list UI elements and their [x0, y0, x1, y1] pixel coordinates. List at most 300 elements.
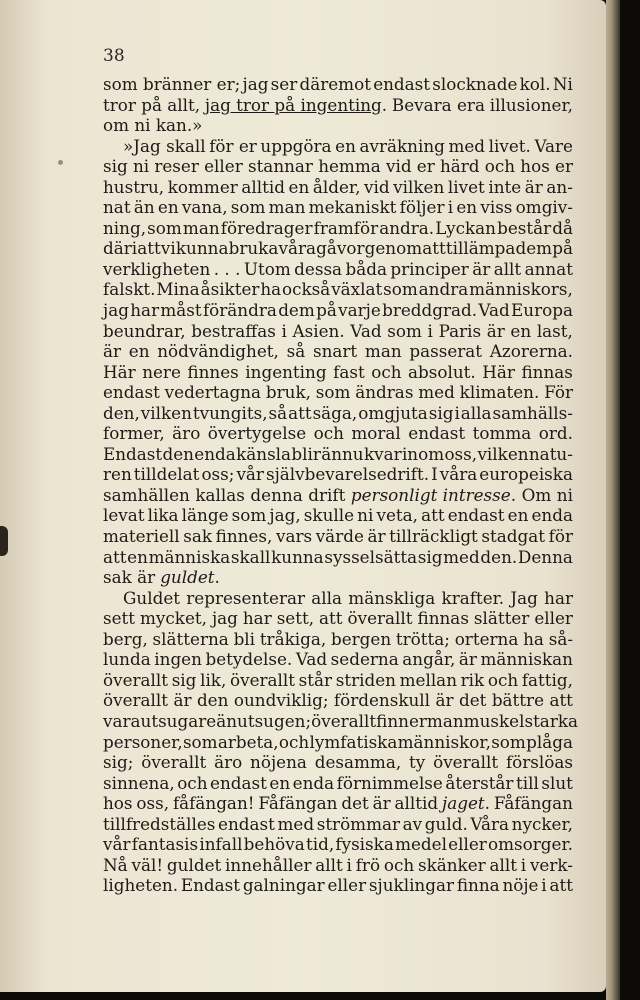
word [308, 485, 345, 506]
word-text: överallt [311, 710, 377, 731]
word-text: Vare [534, 135, 573, 156]
word [103, 732, 183, 753]
word [129, 341, 150, 362]
word [299, 74, 370, 95]
word [237, 711, 311, 732]
word-text: länge [181, 505, 229, 526]
word [103, 115, 202, 136]
word-text: andra [418, 279, 469, 300]
word [418, 382, 455, 403]
word-text: som [147, 217, 182, 238]
word [373, 74, 430, 95]
word-text: personer, [103, 731, 183, 752]
word-text: Vad [350, 320, 382, 341]
text-line [103, 793, 573, 814]
word [216, 526, 273, 547]
word-text: väl! [131, 854, 164, 875]
word [417, 156, 435, 177]
word [392, 95, 485, 116]
word-text: är [486, 320, 505, 341]
word-text: former, [103, 423, 165, 444]
word-text: överallt [347, 608, 413, 629]
word-text: en [507, 505, 529, 526]
word-text: krafter. [441, 587, 505, 608]
word [489, 136, 531, 157]
word-text: man [364, 341, 402, 362]
word [304, 505, 354, 526]
word [103, 773, 175, 794]
word [157, 341, 279, 362]
word-text: mellan [399, 669, 457, 690]
word [269, 403, 288, 424]
word-text: oundviklig; [233, 690, 329, 711]
word-text: kunna [271, 546, 324, 567]
word-text: last, [536, 320, 573, 341]
word [103, 608, 135, 629]
word-text: då [552, 217, 573, 238]
word [173, 793, 255, 814]
word [103, 95, 200, 116]
word-text: passerat [409, 341, 483, 362]
word-text: an- [546, 176, 573, 197]
word [318, 156, 381, 177]
word [336, 670, 396, 691]
word-text: striden [335, 669, 396, 690]
word-text: ingen [154, 649, 202, 670]
word [335, 136, 356, 157]
word-text: samhällen [103, 484, 190, 505]
word-text: allt [315, 854, 343, 875]
word-text: hos [103, 793, 133, 814]
word [154, 649, 202, 670]
word-text: och [487, 669, 519, 690]
word [315, 855, 342, 876]
word-text: ändras [355, 382, 414, 403]
word-text: så [268, 402, 288, 423]
word [141, 711, 217, 732]
word-text: Här [482, 361, 515, 382]
word-text: den [196, 690, 229, 711]
word-text: natu- [528, 443, 573, 464]
word-text: falskt. [103, 279, 156, 300]
word [393, 177, 444, 198]
word-text: finner [376, 710, 427, 731]
word-text: med [277, 813, 315, 834]
text-line [103, 300, 573, 321]
word [316, 300, 337, 321]
word-text: däremot [299, 74, 371, 94]
word [461, 403, 492, 424]
word [427, 711, 464, 732]
word-text: skänker [417, 854, 486, 875]
word [199, 834, 242, 855]
word-text: sig [171, 669, 197, 690]
word [348, 588, 435, 609]
word [160, 300, 201, 321]
word-text: alla [460, 402, 492, 423]
word [276, 526, 312, 547]
word-text: ha [260, 279, 282, 300]
word-text: ser [270, 74, 298, 94]
word-text: . . . [213, 258, 241, 279]
word [341, 793, 368, 814]
word [364, 177, 390, 198]
word [321, 444, 363, 465]
word [432, 74, 517, 95]
word [442, 793, 490, 814]
word-text: i [520, 854, 527, 875]
text-line [103, 649, 573, 670]
text-line [103, 403, 573, 424]
word [409, 752, 425, 773]
word [269, 197, 306, 218]
word [281, 321, 286, 342]
text-line [103, 670, 573, 691]
word [187, 362, 238, 383]
word-text: så- [548, 628, 573, 649]
word [229, 238, 279, 259]
word-text: infall [199, 834, 243, 855]
word [248, 156, 313, 177]
word-text: tror på allt, [103, 94, 201, 115]
word-text: ni [556, 484, 573, 505]
word [183, 526, 212, 547]
word-text: i [541, 875, 547, 896]
word [460, 382, 540, 403]
word-text: människa [148, 546, 231, 567]
word [443, 547, 480, 568]
word [314, 423, 344, 444]
word [522, 485, 552, 506]
word [103, 464, 132, 485]
word-text: och [383, 854, 415, 875]
word-text: på [552, 238, 573, 259]
word [103, 834, 131, 855]
word [258, 793, 337, 814]
word [448, 177, 485, 198]
word-text: fast [333, 361, 365, 382]
word [480, 649, 573, 670]
word [288, 403, 312, 424]
word-text: finna [456, 875, 500, 896]
word [103, 855, 128, 876]
word [176, 238, 229, 259]
word-text: vi [160, 238, 176, 259]
word-text: angår, [402, 649, 456, 670]
word [525, 177, 543, 198]
word [544, 382, 573, 403]
text-line [103, 382, 573, 403]
word-text: nöje [502, 875, 539, 896]
word-text: veta, [376, 505, 418, 526]
word-text: vår [236, 464, 264, 485]
word [236, 464, 264, 485]
word [103, 567, 155, 588]
word-text: en [157, 197, 179, 218]
word [103, 218, 146, 239]
word [132, 834, 198, 855]
text-line [103, 321, 573, 342]
word-text: guldet [166, 854, 222, 875]
word [418, 855, 486, 876]
word-text: drift [308, 484, 346, 505]
word-text: att [549, 690, 573, 711]
word-text: denna [250, 484, 303, 505]
word [103, 423, 165, 444]
word [369, 875, 454, 896]
word-text: Azorerna. [489, 341, 573, 362]
word [148, 505, 179, 526]
text-line [103, 423, 573, 444]
word [327, 875, 366, 896]
word-text: om ni kan.» [103, 115, 203, 136]
word [368, 526, 386, 547]
word-text: Fåfängan [493, 793, 573, 814]
word-text: allt [493, 258, 522, 279]
word-text: har [544, 587, 573, 608]
word [480, 547, 517, 568]
word-text: vilken [140, 402, 192, 423]
word-text: endast [373, 74, 431, 94]
word-text: vid [364, 176, 390, 197]
word-text: Endast [180, 875, 241, 896]
word [260, 136, 331, 157]
word [154, 156, 199, 177]
word [428, 321, 433, 342]
word [134, 197, 155, 218]
word-text: måst [160, 300, 202, 321]
word [136, 793, 169, 814]
word-text: på [316, 300, 337, 321]
word-text: omgiv- [515, 197, 573, 218]
text-line [103, 773, 573, 794]
word [442, 588, 505, 609]
word-text: vid [385, 156, 412, 177]
word [549, 629, 573, 650]
word-text: i [454, 402, 460, 423]
word-text: hemma [318, 156, 381, 177]
word-text: och [371, 361, 402, 382]
word [494, 793, 573, 814]
word-text: kol. [519, 74, 551, 94]
word [183, 218, 220, 239]
word [103, 341, 121, 362]
word [103, 197, 131, 218]
text-line [103, 547, 573, 568]
word-text: breddgrad. [382, 300, 478, 321]
word-text: finnas [417, 608, 469, 629]
word [271, 547, 324, 568]
word [314, 218, 379, 239]
word-text: sett, [276, 608, 315, 629]
word-text: jag [242, 74, 269, 94]
word [534, 608, 573, 629]
word-text: utsugare [140, 710, 217, 731]
word-text: övertygelse [207, 423, 307, 444]
word [521, 362, 572, 383]
word-text: reser [154, 156, 199, 177]
word [103, 321, 186, 342]
word-text: består [497, 217, 552, 238]
word-text: säga, [312, 402, 358, 423]
word [266, 464, 429, 485]
word-text: ni [357, 505, 374, 526]
word [214, 752, 242, 773]
margin-dot [58, 160, 63, 165]
word [292, 321, 344, 342]
word-text: Fåfängan [258, 793, 338, 814]
word [492, 690, 544, 711]
word-text: att [549, 875, 573, 896]
word-text: man [268, 197, 306, 218]
word-text: dem [515, 238, 553, 259]
word-text: livet. [488, 135, 531, 156]
word-text: framför [313, 217, 379, 238]
word [103, 259, 210, 280]
word [203, 300, 277, 321]
word-text: muskelstarka [463, 710, 579, 731]
word [103, 526, 180, 547]
word-text: fysiska [335, 834, 394, 855]
word [137, 238, 161, 259]
word [553, 74, 573, 95]
word-text: däri [103, 238, 138, 259]
word [103, 300, 129, 321]
word-text: tomma [472, 423, 532, 444]
word [345, 259, 387, 280]
word [182, 505, 229, 526]
word [456, 197, 477, 218]
word [431, 464, 438, 485]
word-text: härd [439, 156, 480, 177]
text-line [103, 156, 573, 177]
word [103, 505, 145, 526]
text-line [103, 608, 573, 629]
word [204, 156, 243, 177]
word-text: en [335, 135, 356, 156]
word [461, 670, 485, 691]
word [236, 444, 291, 465]
word-text: att [288, 402, 312, 423]
word [464, 711, 578, 732]
word [522, 670, 573, 691]
word [351, 423, 400, 444]
word-text: Asien. [292, 320, 345, 341]
word-text: lik, [200, 669, 227, 690]
word [156, 279, 199, 300]
word [493, 403, 573, 424]
word [241, 177, 285, 198]
word-text: avräkning [359, 135, 445, 156]
word [177, 773, 207, 794]
word-text: att [422, 238, 446, 259]
word [422, 238, 446, 259]
word [365, 341, 402, 362]
word-text: verk- [529, 854, 573, 875]
word [549, 875, 573, 896]
word-text: guld. [424, 813, 468, 834]
word [479, 464, 573, 485]
word [142, 362, 181, 383]
word-text: gåvor [316, 238, 365, 259]
word-text: sig [103, 156, 128, 177]
word-text: . [510, 484, 517, 505]
word-text: snart [312, 341, 358, 362]
word-text: Vad [295, 649, 328, 670]
word [457, 875, 500, 896]
word-text: som [491, 731, 526, 752]
word-text: som [315, 382, 351, 403]
word-text: mycket, [140, 608, 207, 629]
word-text: jag tror på ingenting [204, 94, 382, 115]
word [103, 403, 140, 424]
word [396, 629, 450, 650]
word [278, 300, 315, 321]
word [418, 608, 469, 629]
word-text: nere [142, 361, 181, 382]
word-text: vara [103, 710, 141, 731]
word-text: stadgat [481, 526, 546, 547]
word [490, 95, 573, 116]
word [218, 814, 275, 835]
word-text: . [214, 567, 220, 588]
word [546, 177, 572, 198]
word-text: människor, [397, 731, 491, 752]
text-line [103, 526, 573, 547]
word-text: absolut. [408, 361, 476, 382]
word-text: samhälls- [492, 402, 573, 423]
word [395, 834, 447, 855]
word-text: ålder, [312, 176, 361, 197]
word [282, 279, 330, 300]
word-text: överallt [103, 669, 169, 690]
word [103, 74, 240, 95]
word [512, 814, 573, 835]
word-text: ren [103, 464, 132, 485]
word [459, 649, 477, 670]
word [218, 732, 279, 753]
word [429, 403, 454, 424]
word [335, 834, 393, 855]
word-text: frö [355, 854, 381, 875]
word [448, 505, 505, 526]
word-text: annat [524, 258, 573, 279]
word [386, 156, 412, 177]
word [168, 177, 238, 198]
word [260, 279, 281, 300]
word-text: omgjuta [358, 402, 428, 423]
word [309, 732, 397, 753]
word [103, 588, 180, 609]
word [277, 608, 314, 629]
word-text: tillfredställes [103, 813, 216, 834]
word-text: och [278, 731, 310, 752]
word [279, 732, 309, 753]
word-text: den [162, 443, 194, 464]
word [435, 690, 453, 711]
word-text: känsla [236, 443, 292, 464]
word-text: ha [523, 628, 544, 649]
word [516, 197, 573, 218]
word [103, 136, 206, 157]
word-text: slut [541, 772, 573, 793]
word-text: tillräckligt [389, 526, 478, 547]
word-text: våra [278, 238, 316, 259]
word-text: enda [292, 772, 335, 793]
word-text: tid, [305, 834, 335, 855]
text-line [103, 74, 573, 95]
word-text: genom [364, 238, 423, 259]
